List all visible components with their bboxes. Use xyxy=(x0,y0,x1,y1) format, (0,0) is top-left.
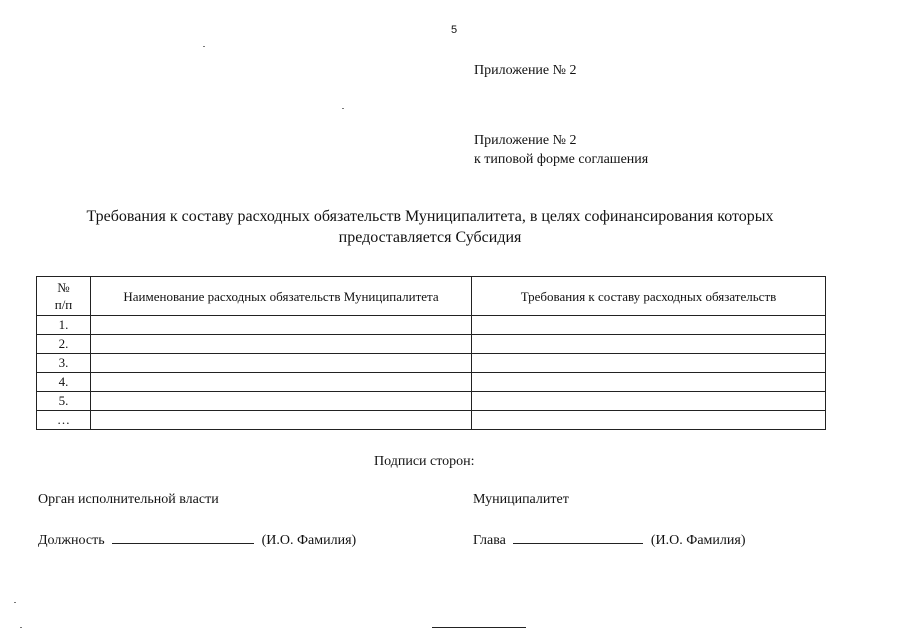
row-obligation-name xyxy=(91,316,472,335)
row-requirements xyxy=(472,411,826,430)
table-row xyxy=(37,354,826,373)
signature-blank xyxy=(112,531,254,544)
appendix-block-line1: Приложение № 2 xyxy=(474,133,577,148)
table-header-row xyxy=(37,277,826,316)
footer-divider xyxy=(432,627,526,628)
header-number-line1: № xyxy=(57,280,70,295)
appendix-header: Приложение № 2 xyxy=(474,63,577,78)
row-number: 5. xyxy=(37,392,91,411)
signature-blank xyxy=(513,531,643,544)
header-obligation-name: Наименование расходных обязательств Муниципалитета xyxy=(91,277,472,316)
header-number-line2: п/п xyxy=(54,297,73,312)
appendix-block xyxy=(474,131,648,169)
party-municipality: Муниципалитет xyxy=(473,492,569,507)
requirements-table xyxy=(36,276,826,430)
row-requirements xyxy=(472,392,826,411)
row-requirements xyxy=(472,373,826,392)
document-title xyxy=(30,206,830,248)
row-number: 3. xyxy=(37,354,91,373)
scan-speck xyxy=(14,602,16,603)
page-number: 5 xyxy=(451,24,458,36)
row-requirements xyxy=(472,354,826,373)
row-obligation-name xyxy=(91,392,472,411)
table-row xyxy=(37,411,826,430)
scan-speck xyxy=(203,46,205,47)
table-row xyxy=(37,316,826,335)
signature-position-label: Должность xyxy=(38,533,105,548)
table-row xyxy=(37,392,826,411)
row-number: 1. xyxy=(37,316,91,335)
row-number: 4. xyxy=(37,373,91,392)
signature-line-municipality xyxy=(473,531,745,549)
signature-name-hint: (И.О. Фамилия) xyxy=(650,533,746,548)
appendix-block-line2: к типовой форме соглашения xyxy=(474,152,649,167)
row-number: 2. xyxy=(37,335,91,354)
document-title-line2: предоставляется Субсидия xyxy=(338,229,522,246)
scan-speck xyxy=(20,627,22,628)
header-requirements: Требования к составу расходных обязательств xyxy=(472,277,826,316)
table-row xyxy=(37,335,826,354)
table-row xyxy=(37,373,826,392)
row-requirements xyxy=(472,316,826,335)
row-obligation-name xyxy=(91,335,472,354)
signatures-heading: Подписи сторон: xyxy=(374,454,475,469)
row-obligation-name xyxy=(91,411,472,430)
signature-line-executive xyxy=(38,531,356,549)
row-number: … xyxy=(37,411,91,430)
row-obligation-name xyxy=(91,354,472,373)
signature-name-hint: (И.О. Фамилия) xyxy=(261,533,357,548)
document-title-line1: Требования к составу расходных обязательств Муниципалитета, в целях софинансирования которых xyxy=(86,208,774,225)
signature-position-label: Глава xyxy=(473,533,506,548)
row-obligation-name xyxy=(91,373,472,392)
scan-speck xyxy=(342,108,344,109)
header-number xyxy=(37,277,91,316)
party-executive-body: Орган исполнительной власти xyxy=(38,492,219,507)
row-requirements xyxy=(472,335,826,354)
